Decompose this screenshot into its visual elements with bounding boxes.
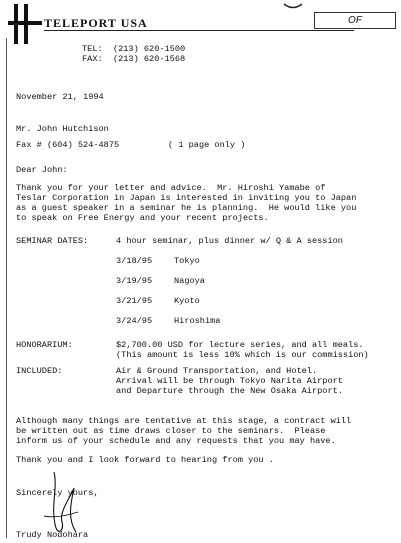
honorarium-line: (This amount is less 10% which is our commission) [116,350,369,360]
handwritten-signature-icon [40,468,85,538]
body-line: Thank you for your letter and advice. Mr. Hiroshi Yamabe of [16,183,326,193]
page-count-note: ( 1 page only ) [168,140,246,150]
signoff: Sincerely yours, [16,488,99,498]
scan-mark-icon [283,3,303,11]
header-rule [44,30,354,31]
honorarium-line: $2,700.00 USD for lecture series, and all meals. [116,340,364,350]
fax-stamp: OF [314,12,396,29]
closing-line: inform us of your schedule and any requests that you may have. [16,436,336,446]
brand-name: TELEPORT USA [44,16,148,30]
left-margin-line [6,38,7,538]
seminar-city: Kyoto [174,296,200,306]
closing-line: be written out as time draws closer to the seminars. Please [16,426,326,436]
seminar-date: 3/18/95 [116,256,153,266]
seminar-description: 4 hour seminar, plus dinner w/ Q & A session [116,236,343,246]
included-label: INCLUDED: [16,366,63,376]
seminar-date: 3/19/95 [116,276,153,286]
recipient-fax: Fax # (604) 524-4875 [16,140,120,150]
seminar-city: Tokyo [174,256,200,266]
thank-you-line: Thank you and I look forward to hearing from you . [16,455,274,465]
signer-name: Trudy Nodohara [16,530,89,540]
teleport-logo-icon [8,4,42,44]
included-line: Air & Ground Transportation, and Hotel. [116,366,318,376]
body-line: to speak on Free Energy and your recent projects. [16,213,269,223]
salutation: Dear John: [16,165,68,175]
included-line: Arrival will be through Tokyo Narita Airport [116,376,343,386]
telephone-number: TEL: (213) 620-1500 [82,44,186,54]
seminar-city: Nagoya [174,276,205,286]
seminar-dates-label: SEMINAR DATES: [16,236,89,246]
recipient-name: Mr. John Hutchison [16,124,109,134]
closing-line: Although many things are tentative at this stage, a contract will [16,416,352,426]
seminar-date: 3/21/95 [116,296,153,306]
body-line: Teslar Corporation in Japan is interested in inviting you to Japan [16,193,357,203]
honorarium-label: HONORARIUM: [16,340,73,350]
fax-number: FAX: (213) 620-1568 [82,54,186,64]
body-line: as a guest speaker in a seminar he is planning. He would like you [16,203,357,213]
included-line: and Departure through the New Osaka Airport. [116,386,343,396]
letter-date: November 21, 1994 [16,92,104,102]
seminar-date: 3/24/95 [116,316,153,326]
seminar-city: Hiroshima [174,316,221,326]
